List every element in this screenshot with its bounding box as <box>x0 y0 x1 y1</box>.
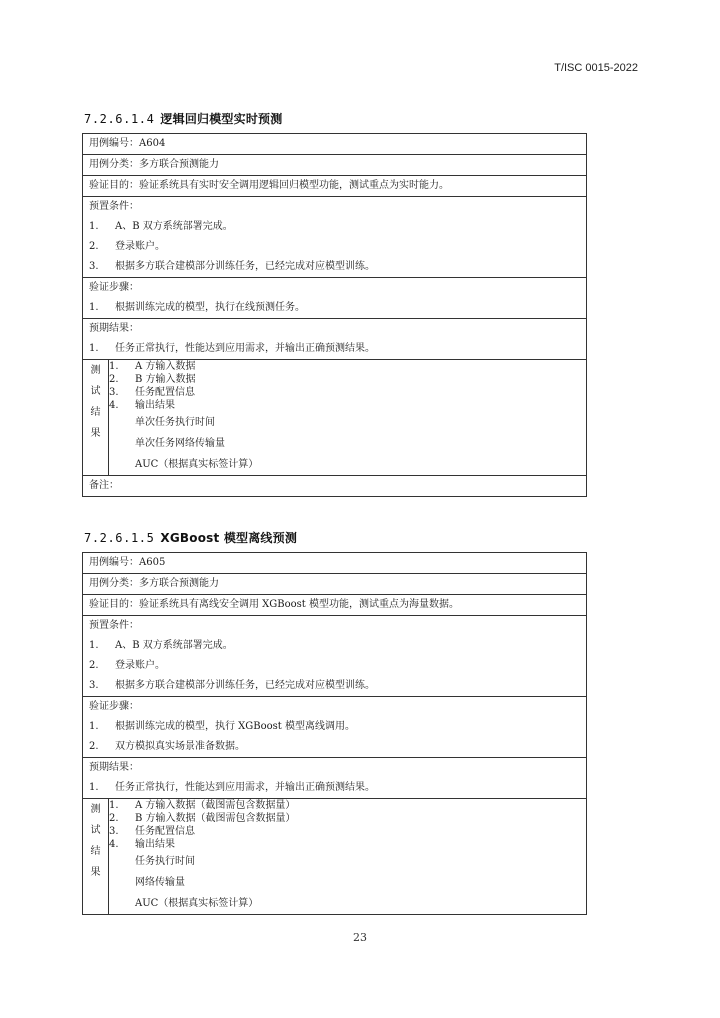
precondition-item: 1. A、B 双方系统部署完成。 <box>89 640 233 651</box>
expected-label: 预期结果： <box>89 323 139 334</box>
result-item: 3. 任务配置信息 <box>109 386 195 398</box>
precondition-item: 3. 根据多方联合建模部分训练任务，已经完成对应模型训练。 <box>89 680 375 691</box>
case-id: 用例编号：A604 <box>89 138 166 149</box>
step-item: 2. 双方模拟真实场景准备数据。 <box>89 741 245 752</box>
precondition-item: 3. 根据多方联合建模部分训练任务，已经完成对应模型训练。 <box>89 261 375 272</box>
section-title: 逻辑回归模型实时预测 <box>160 112 283 126</box>
result-item: 4. 输出结果 <box>109 838 175 850</box>
step-item: 1. 根据训练完成的模型，执行 XGBoost 模型离线调用。 <box>89 721 356 732</box>
result-item: 2. B 方输入数据（截图需包含数据量） <box>109 812 296 824</box>
result-item: 1. A 方输入数据 <box>109 360 196 372</box>
preconditions-label: 预置条件： <box>89 620 139 631</box>
result-label: 测 试 结 果 <box>83 799 109 915</box>
case-purpose: 验证目的：验证系统具有离线安全调用 XGBoost 模型功能，测试重点为海量数据。 <box>89 599 460 610</box>
result-item: 2. B 方输入数据 <box>109 373 196 385</box>
remarks: 备注： <box>89 480 119 491</box>
result-subitem: 单次任务网络传输量 <box>135 437 225 449</box>
result-subitem: 任务执行时间 <box>135 855 195 867</box>
steps-label: 验证步骤： <box>89 701 139 712</box>
steps-block <box>83 278 587 319</box>
section-title: XGBoost 模型离线预测 <box>160 531 298 545</box>
expected-block <box>83 758 587 799</box>
section-number: 7.2.6.1.5 <box>84 531 155 545</box>
result-item: 4. 输出结果 <box>109 399 175 411</box>
case-category: 用例分类：多方联合预测能力 <box>89 159 219 170</box>
document-code: T/ISC 0015-2022 <box>554 62 638 74</box>
case-purpose: 验证目的：验证系统具有实时安全调用逻辑回归模型功能，测试重点为实时能力。 <box>89 180 449 191</box>
test-case-table-a605 <box>82 552 587 915</box>
result-subitem: 网络传输量 <box>135 876 185 888</box>
result-content <box>109 799 587 915</box>
expected-label: 预期结果： <box>89 762 139 773</box>
test-case-table-a604 <box>82 133 587 497</box>
steps-block <box>83 697 587 758</box>
steps-label: 验证步骤： <box>89 282 139 293</box>
result-subitem: 单次任务执行时间 <box>135 416 215 428</box>
case-id: 用例编号：A605 <box>89 557 166 568</box>
result-content <box>109 360 587 476</box>
preconditions-block <box>83 616 587 697</box>
expected-item: 1. 任务正常执行，性能达到应用需求，并输出正确预测结果。 <box>89 343 375 354</box>
section-heading-a604 <box>84 110 282 127</box>
preconditions-block <box>83 197 587 278</box>
expected-item: 1. 任务正常执行，性能达到应用需求，并输出正确预测结果。 <box>89 782 375 793</box>
result-subitem: AUC（根据真实标签计算） <box>135 897 259 909</box>
precondition-item: 2. 登录账户。 <box>89 241 165 252</box>
precondition-item: 1. A、B 双方系统部署完成。 <box>89 221 233 232</box>
result-item: 1. A 方输入数据（截图需包含数据量） <box>109 799 296 811</box>
precondition-item: 2. 登录账户。 <box>89 660 165 671</box>
section-number: 7.2.6.1.4 <box>84 112 155 126</box>
page-number: 23 <box>353 931 367 944</box>
result-item: 3. 任务配置信息 <box>109 825 195 837</box>
step-item: 1. 根据训练完成的模型，执行在线预测任务。 <box>89 302 305 313</box>
section-heading-a605 <box>84 529 297 546</box>
result-subitem: AUC（根据真实标签计算） <box>135 458 259 470</box>
result-label: 测 试 结 果 <box>83 360 109 476</box>
preconditions-label: 预置条件： <box>89 201 139 212</box>
expected-block <box>83 319 587 360</box>
case-category: 用例分类：多方联合预测能力 <box>89 578 219 589</box>
